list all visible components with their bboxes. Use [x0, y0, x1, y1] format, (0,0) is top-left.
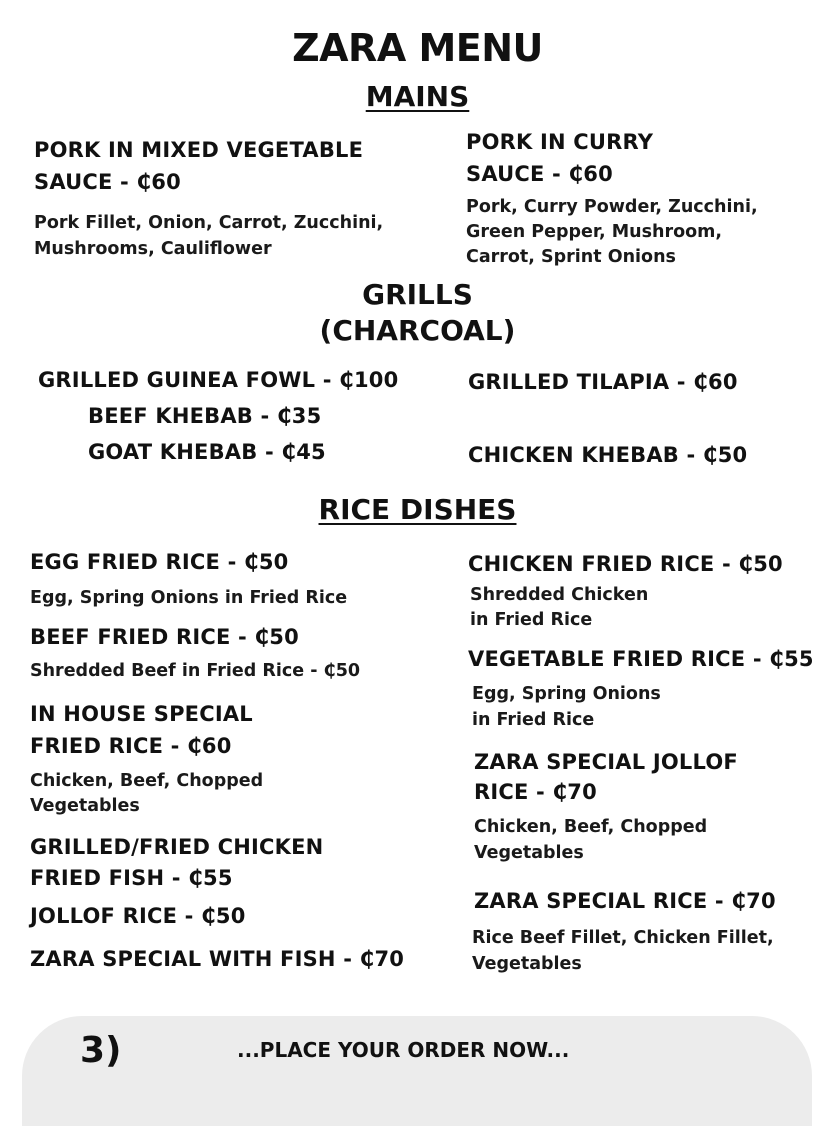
item-description: Egg, Spring Onions in Fried Rice [30, 588, 348, 608]
menu-item-beef-khebab: BEEF KHEBAB - ₵35 [88, 404, 322, 428]
menu-item-pork-mixed-veg-line1: PORK IN MIXED VEGETABLE [34, 138, 364, 162]
item-description: in Fried Rice [472, 710, 595, 730]
menu-item-pork-curry-line1: PORK IN CURRY [466, 130, 654, 154]
menu-item-pork-curry-line2: SAUCE - ₵60 [466, 162, 613, 186]
item-description: Shredded Beef in Fried Rice - ₵50 [30, 661, 361, 681]
item-description: Vegetables [30, 796, 140, 816]
menu-item-zara-special-jollof-line2: RICE - ₵70 [474, 780, 597, 804]
item-description: Pork, Curry Powder, Zucchini, [466, 197, 758, 217]
menu-item-goat-khebab: GOAT KHEBAB - ₵45 [88, 440, 326, 464]
item-description: Vegetables [472, 954, 582, 974]
menu-item-grilled-fried-chicken-line2: FRIED FISH - ₵55 [30, 866, 233, 890]
menu-item-jollof-rice: JOLLOF RICE - ₵50 [30, 904, 246, 928]
menu-item-egg-fried-rice: EGG FRIED RICE - ₵50 [30, 550, 289, 574]
item-description: in Fried Rice [470, 610, 593, 630]
item-description: Carrot, Sprint Onions [466, 247, 676, 267]
menu-item-in-house-special-line1: IN HOUSE SPECIAL [30, 702, 253, 726]
section-heading-grills-sub: (CHARCOAL) [319, 314, 516, 347]
menu-item-grilled-guinea-fowl: GRILLED GUINEA FOWL - ₵100 [38, 368, 399, 392]
menu-item-zara-special-fish: ZARA SPECIAL WITH FISH - ₵70 [30, 947, 405, 971]
footer-banner [22, 1016, 812, 1126]
section-heading-grills: GRILLS [362, 278, 473, 311]
item-description: Vegetables [474, 843, 584, 863]
menu-item-chicken-khebab: CHICKEN KHEBAB - ₵50 [468, 443, 748, 467]
page-number: 3) [80, 1030, 122, 1071]
menu-item-vegetable-fried-rice: VEGETABLE FRIED RICE - ₵55 [468, 647, 814, 671]
item-description: Mushrooms, Cauliflower [34, 239, 272, 259]
item-description: Green Pepper, Mushroom, [466, 222, 723, 242]
menu-item-zara-special-jollof-line1: ZARA SPECIAL JOLLOF [474, 750, 738, 774]
menu-item-pork-mixed-veg-line2: SAUCE - ₵60 [34, 170, 181, 194]
item-description: Chicken, Beef, Chopped [474, 817, 708, 837]
item-description: Egg, Spring Onions [472, 684, 661, 704]
menu-title: ZARA MENU [292, 26, 543, 70]
section-heading-rice-dishes: RICE DISHES [318, 493, 517, 526]
menu-item-in-house-special-line2: FRIED RICE - ₵60 [30, 734, 232, 758]
section-heading-mains: MAINS [365, 80, 470, 113]
item-description: Pork Fillet, Onion, Carrot, Zucchini, [34, 213, 384, 233]
order-now-text: ...PLACE YOUR ORDER NOW... [237, 1038, 570, 1062]
item-description: Shredded Chicken [470, 585, 649, 605]
menu-item-beef-fried-rice: BEEF FRIED RICE - ₵50 [30, 625, 299, 649]
menu-item-zara-special-rice: ZARA SPECIAL RICE - ₵70 [474, 889, 776, 913]
menu-item-grilled-fried-chicken-line1: GRILLED/FRIED CHICKEN [30, 835, 324, 859]
item-description: Rice Beef Fillet, Chicken Fillet, [472, 928, 774, 948]
item-description: Chicken, Beef, Chopped [30, 771, 264, 791]
menu-item-chicken-fried-rice: CHICKEN FRIED RICE - ₵50 [468, 552, 783, 576]
menu-item-grilled-tilapia: GRILLED TILAPIA - ₵60 [468, 370, 738, 394]
